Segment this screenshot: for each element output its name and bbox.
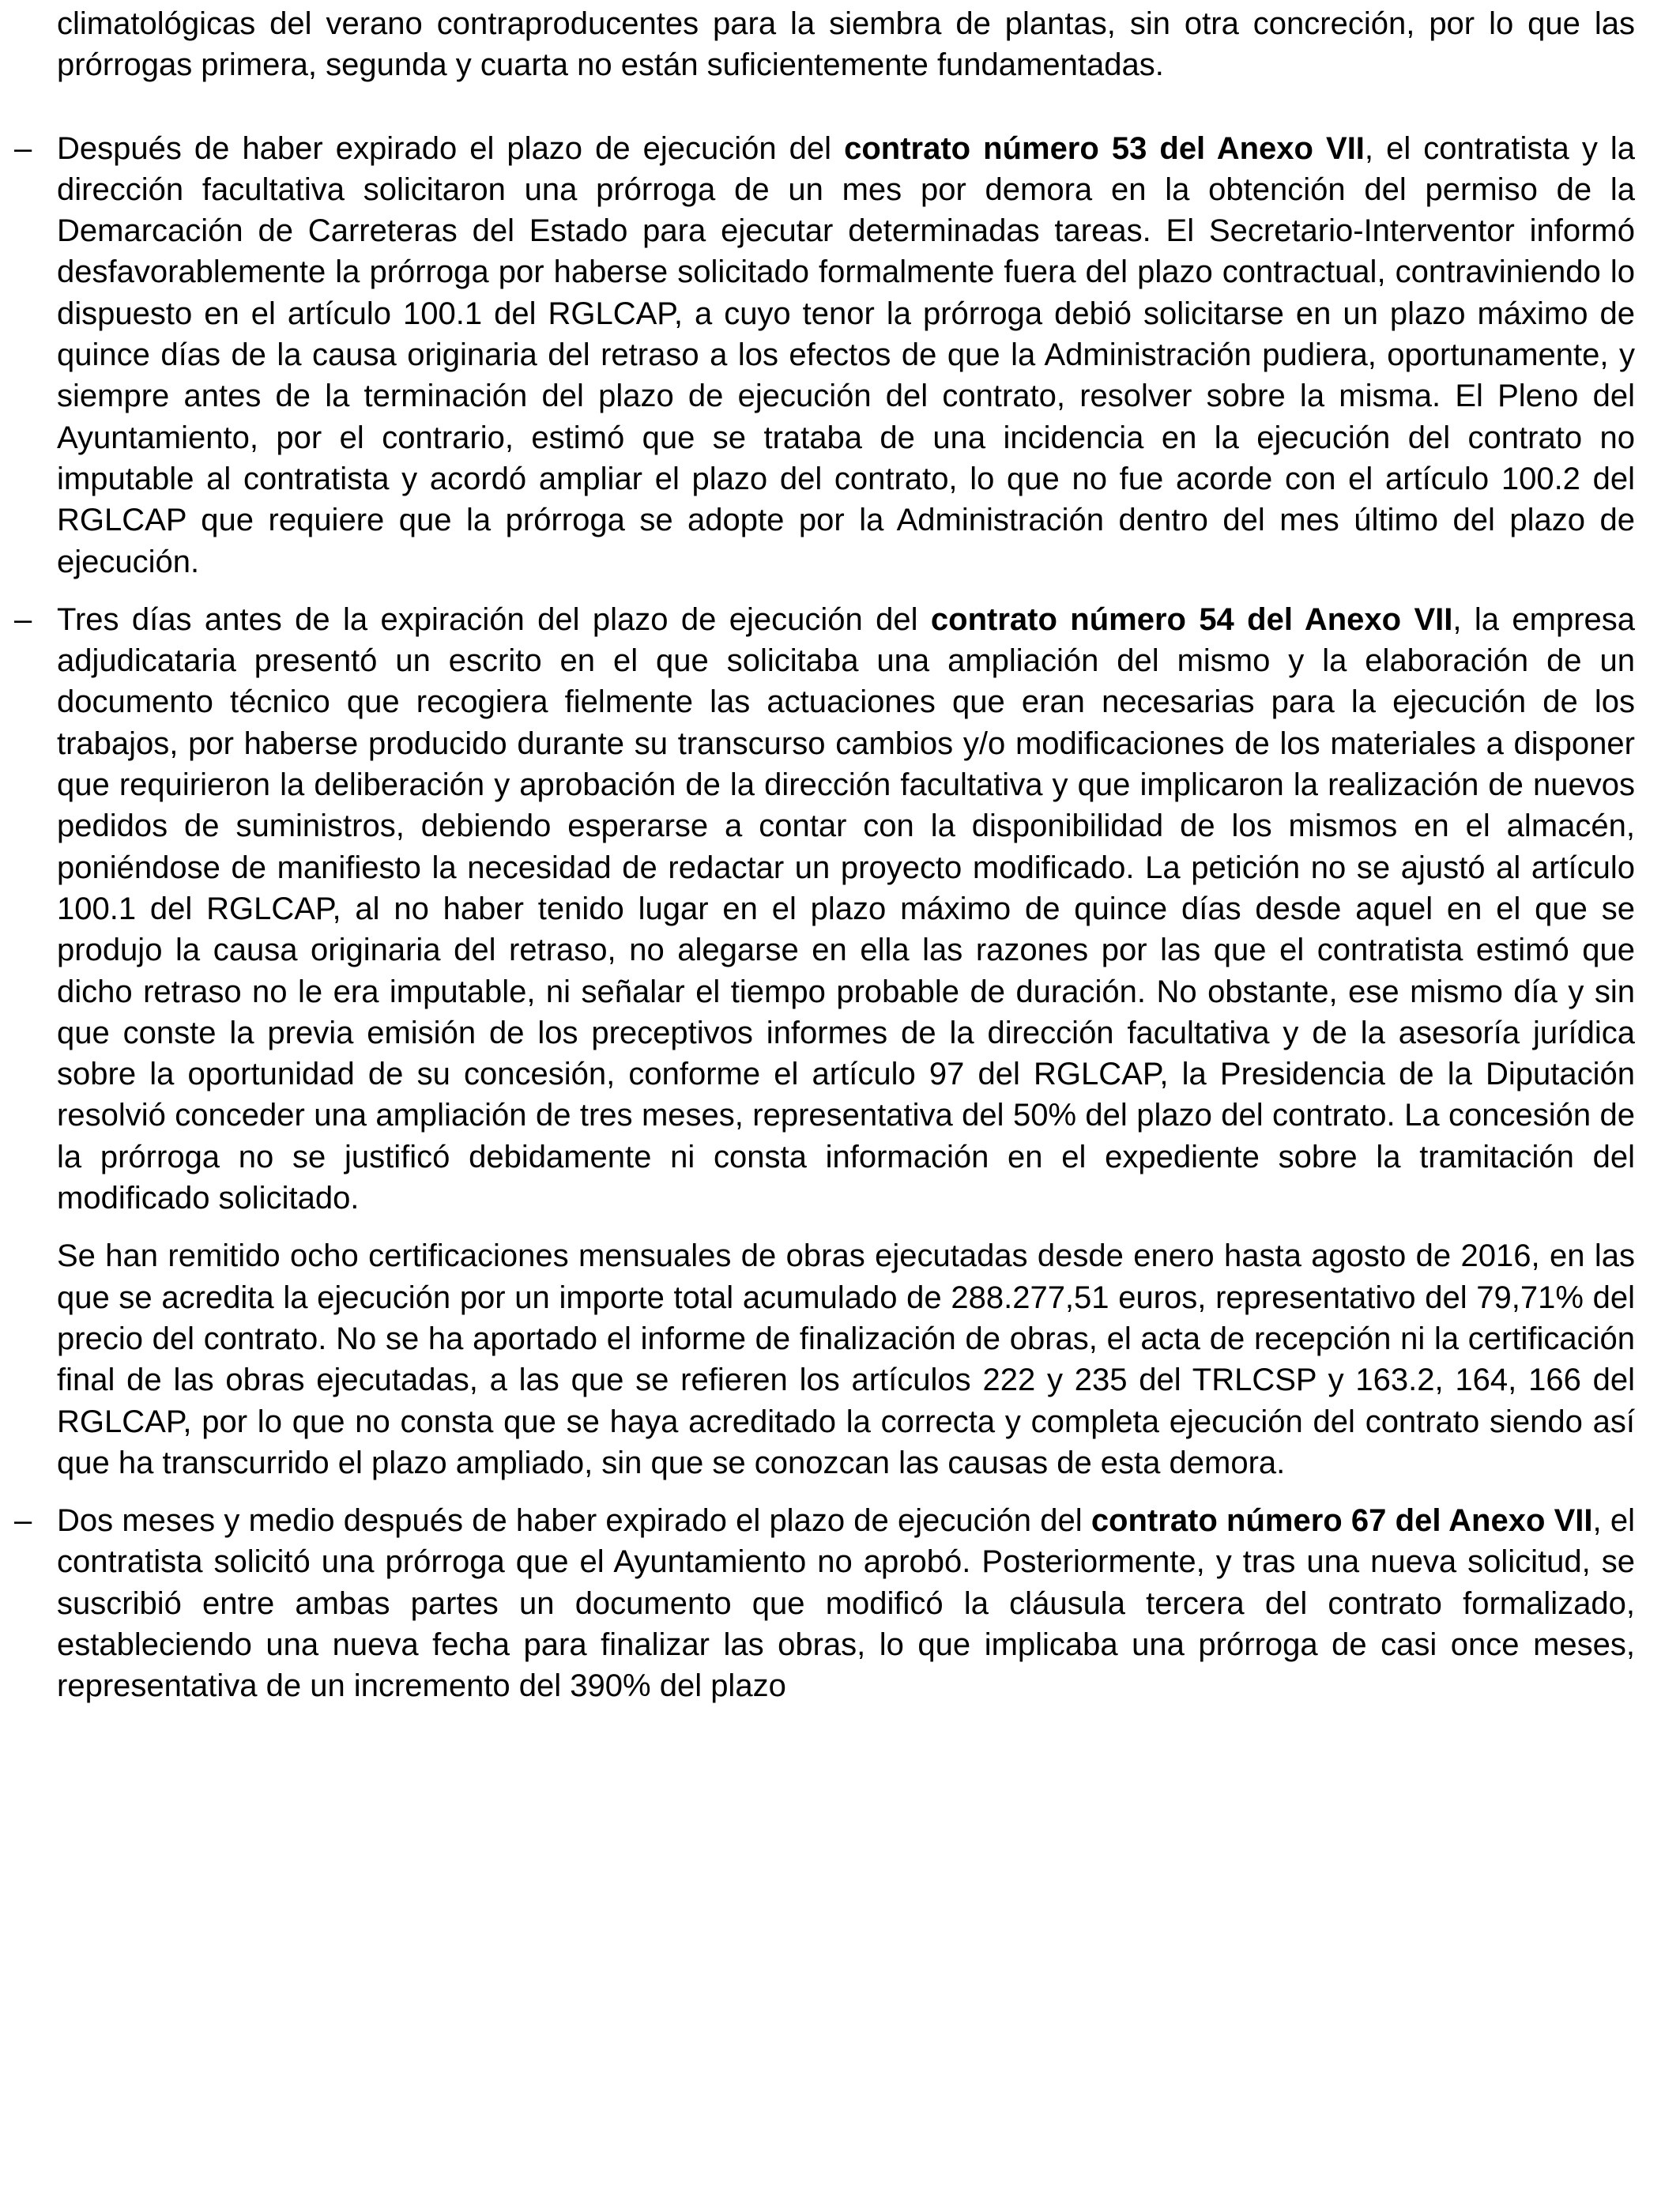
list-item-contract-53 bbox=[14, 128, 1635, 582]
bullet-dash: – bbox=[14, 1503, 32, 1539]
list-item-contract-54 bbox=[14, 599, 1636, 1483]
intro-paragraph: climatológicas del verano contraproducentes para la siembra de plantas, sin otra concreción, por lo que las prórrogas primera, segunda y cuarta no están suficientemente fundamentadas. bbox=[57, 6, 1635, 83]
contract-53-paragraph bbox=[57, 128, 1635, 582]
document-page bbox=[14, 3, 1636, 1707]
contract-67-paragraph bbox=[57, 1500, 1635, 1706]
contract-54-paragraph bbox=[57, 599, 1635, 1219]
bullet-dash: – bbox=[14, 130, 32, 166]
contract-67-reference: contrato número 67 del Anexo VII bbox=[1090, 1503, 1593, 1539]
contract-53-body: , el contratista y la dirección facultativa solicitaron una prórroga de un mes por demora en la obtención del permiso de la Demarcación de Carreteras del Estado para ejecutar determinadas tareas. El Secretario-Interventor informó desfavorablemente la prórroga por haberse solicitado formalmente fuera del plazo contractual, contraviniendo lo dispuesto en el artículo 100.1 del RGLCAP, a cuyo tenor la prórroga debió solicitarse en un plazo máximo de quince días de la causa originaria del retraso a los efectos de que la Administración pudiera, oportunamente, y siempre antes de la terminación del plazo de ejecución del contrato, resolver sobre la misma. El Pleno del Ayuntamiento, por el contrario, estimó que se trataba de una incidencia en la ejecución del contrato no imputable al contratista y acordó ampliar el plazo del contrato, lo que no fue acorde con el artículo 100.2 del RGLCAP que requiere que la prórroga se adopte por la Administración dentro del mes último del plazo de ejecución. bbox=[57, 130, 1635, 579]
contract-67-body: , el contratista solicitó una prórroga que el Ayuntamiento no aprobó. Posteriormente, y tras una nueva solicitud, se suscribió entre ambas partes un documento que modificó la cláusula tercera del contrato formalizado, estableciendo una nueva fecha para finalizar las obras, lo que implicaba una prórroga de casi once meses, representativa de un incremento del 390% del plazo bbox=[57, 1503, 1635, 1704]
contract-67-lead: Dos meses y medio después de haber expirado el plazo de ejecución del bbox=[57, 1503, 1091, 1539]
contract-53-reference: contrato número 53 del Anexo VII bbox=[844, 130, 1365, 166]
contract-53-lead: Después de haber expirado el plazo de ejecución del bbox=[57, 130, 845, 166]
contract-54-lead: Tres días antes de la expiración del plazo de ejecución del bbox=[57, 601, 931, 637]
contract-54-body: , la empresa adjudicataria presentó un escrito en el que solicitaba una ampliación del mismo y la elaboración de un documento técnico que recogiera fielmente las actuaciones que eran necesarias para la ejecución de los trabajos, por haberse producido durante su transcurso cambios y/o modificaciones de los materiales a disponer que requirieron la deliberación y aprobación de la dirección facultativa y que implicaron la realización de nuevos pedidos de suministros, debiendo esperarse a contar con la disponibilidad de los mismos en el almacén, poniéndose de manifiesto la necesidad de redactar un proyecto modificado. La petición no se ajustó al artículo 100.1 del RGLCAP, al no haber tenido lugar en el plazo máximo de quince días desde aquel en el que se produjo la causa originaria del retraso, no alegarse en ella las razones por las que el contratista estimó que dicho retraso no le era imputable, ni señalar el tiempo probable de duración. No obstante, ese mismo día y sin que conste la previa emisión de los preceptivos informes de la dirección facultativa y de la asesoría jurídica sobre la oportunidad de su concesión, conforme el artículo 97 del RGLCAP, la Presidencia de la Diputación resolvió conceder una ampliación de tres meses, representativa del 50% del plazo del contrato. La concesión de la prórroga no se justificó debidamente ni consta información en el expediente sobre la tramitación del modificado solicitado. bbox=[57, 601, 1636, 1216]
bullet-dash: – bbox=[14, 601, 32, 637]
contract-54-reference: contrato número 54 del Anexo VII bbox=[930, 601, 1453, 637]
list-item-contract-67 bbox=[14, 1500, 1635, 1706]
contract-54-followup-paragraph: Se han remitido ocho certificaciones mensuales de obras ejecutadas desde enero hasta agosto de 2016, en las que se acredita la ejecución por un importe total acumulado de 288.277,51 euros, representativo del 79,71% del precio del contrato. No se ha aportado el informe de finalización de obras, el acta de recepción ni la certificación final de las obras ejecutadas, a las que se refieren los artículos 222 y 235 del TRLCSP y 163.2, 164, 166 del RGLCAP, por lo que no consta que se haya acreditado la correcta y completa ejecución del contrato siendo así que ha transcurrido el plazo ampliado, sin que se conozcan las causas de esta demora. bbox=[57, 1238, 1635, 1480]
